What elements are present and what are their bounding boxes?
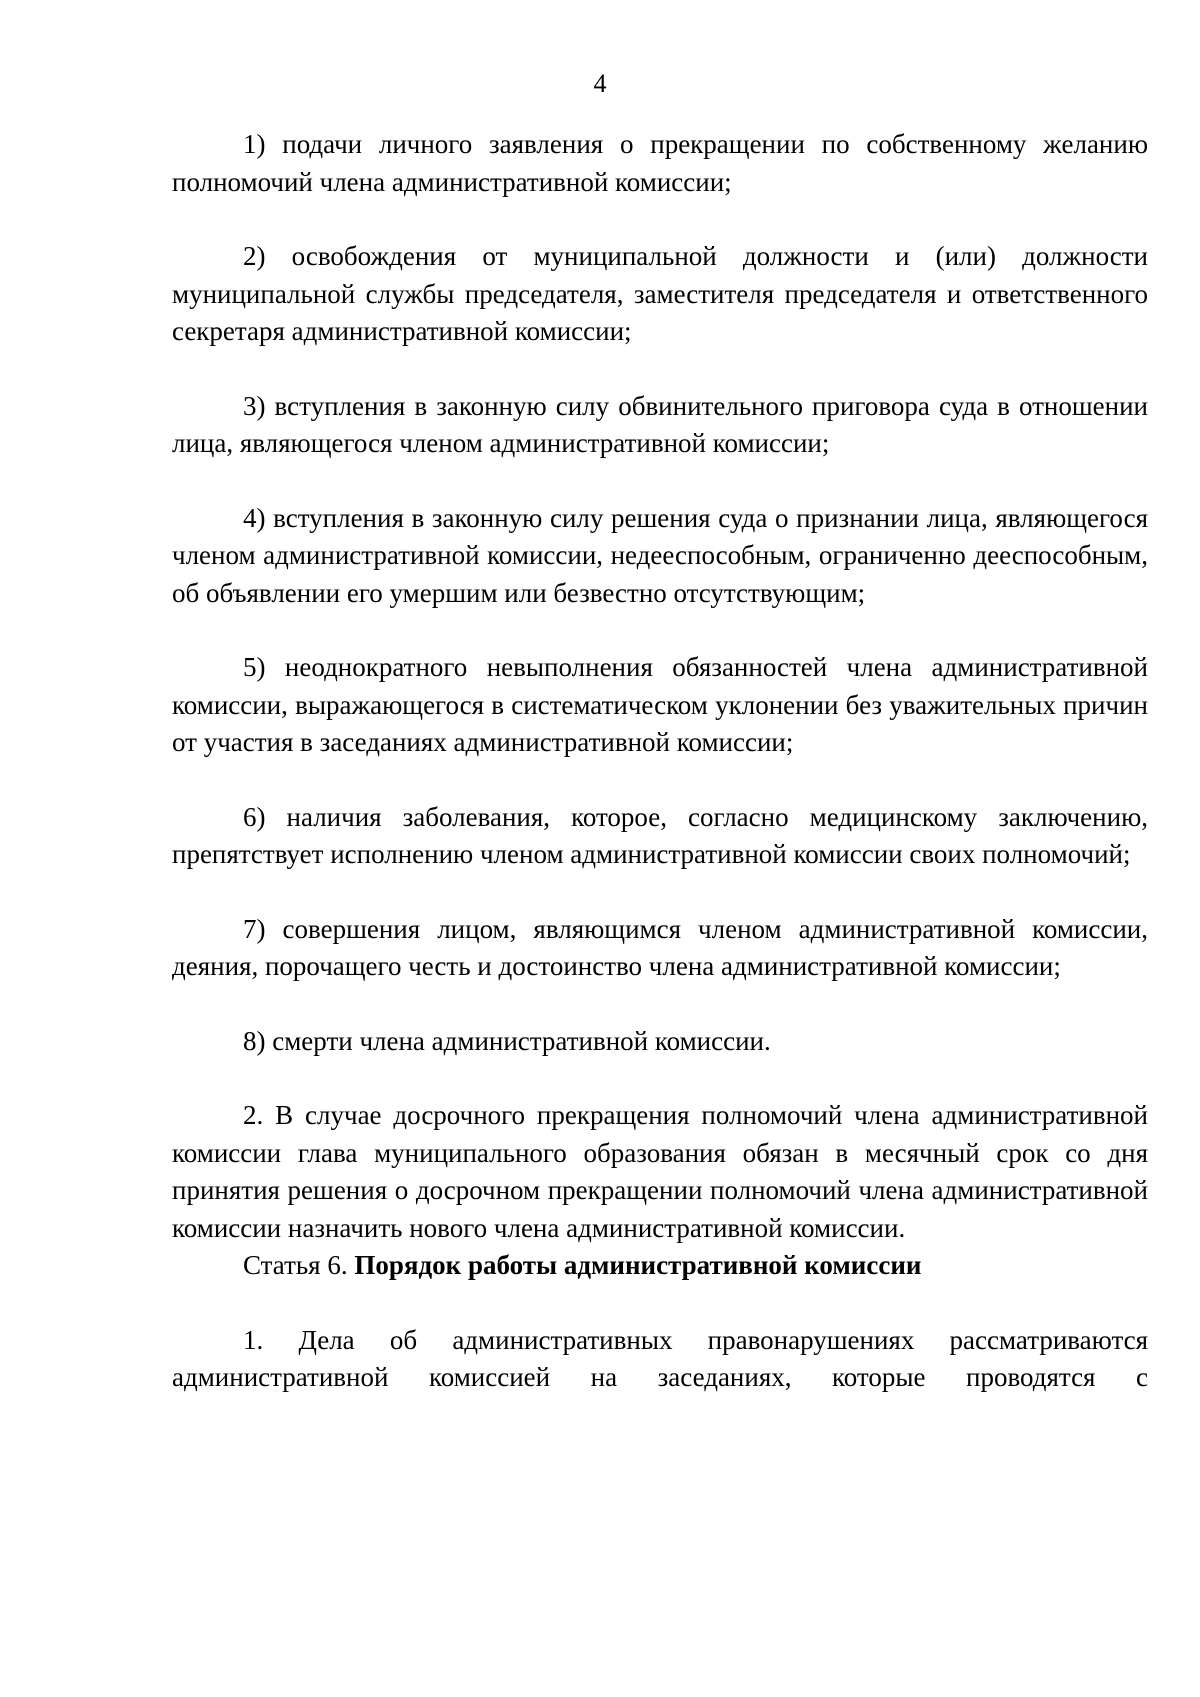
list-item-4: 4) вступления в законную силу решения суда о признании лица, являющегося членом административной комиссии, недееспособным, ограниченно дееспособным, об объявлении его умершим или безвестно отсутствующим;	[172, 502, 1148, 608]
article-clause-1: 1. Дела об административных правонарушениях рассматриваются административной комиссией на заседаниях, которые проводятся с	[172, 1324, 1148, 1392]
list-item-6: 6) наличия заболевания, которое, согласно медицинскому заключению, препятствует исполнению членом административной комиссии своих полномочий;	[172, 801, 1148, 869]
document-body	[172, 126, 1148, 1397]
list-item-5: 5) неоднократного невыполнения обязанностей члена административной комиссии, выражающегося в систематическом уклонении без уважительных причин от участия в заседаниях административной комиссии;	[172, 652, 1148, 757]
article-heading	[172, 1247, 1148, 1285]
list-item-7: 7) совершения лицом, являющимся членом административной комиссии, деяния, порочащего честь и достоинство члена административной комиссии;	[172, 913, 1148, 981]
article-title: Порядок работы административной комиссии	[354, 1250, 922, 1280]
article-number: Статья 6.	[243, 1250, 355, 1280]
list-item-8: 8) смерти члена административной комиссии.	[243, 1025, 771, 1056]
clause-2: 2. В случае досрочного прекращения полномочий члена административной комиссии глава муниципального образования обязан в месячный срок со дня принятия решения о досрочном прекращении полномочий члена административной комиссии назначить нового члена административной комиссии.	[172, 1100, 1148, 1243]
list-item-2: 2) освобождения от муниципальной должности и (или) должности муниципальной службы председателя, заместителя председателя и ответственного секретаря административной комиссии;	[172, 241, 1148, 346]
list-item-3: 3) вступления в законную силу обвинительного приговора суда в отношении лица, являющегося членом административной комиссии;	[172, 390, 1148, 458]
page-number: 4	[593, 69, 607, 98]
list-item-1: 1) подачи личного заявления о прекращении по собственному желанию полномочий члена административной комиссии;	[172, 129, 1148, 197]
